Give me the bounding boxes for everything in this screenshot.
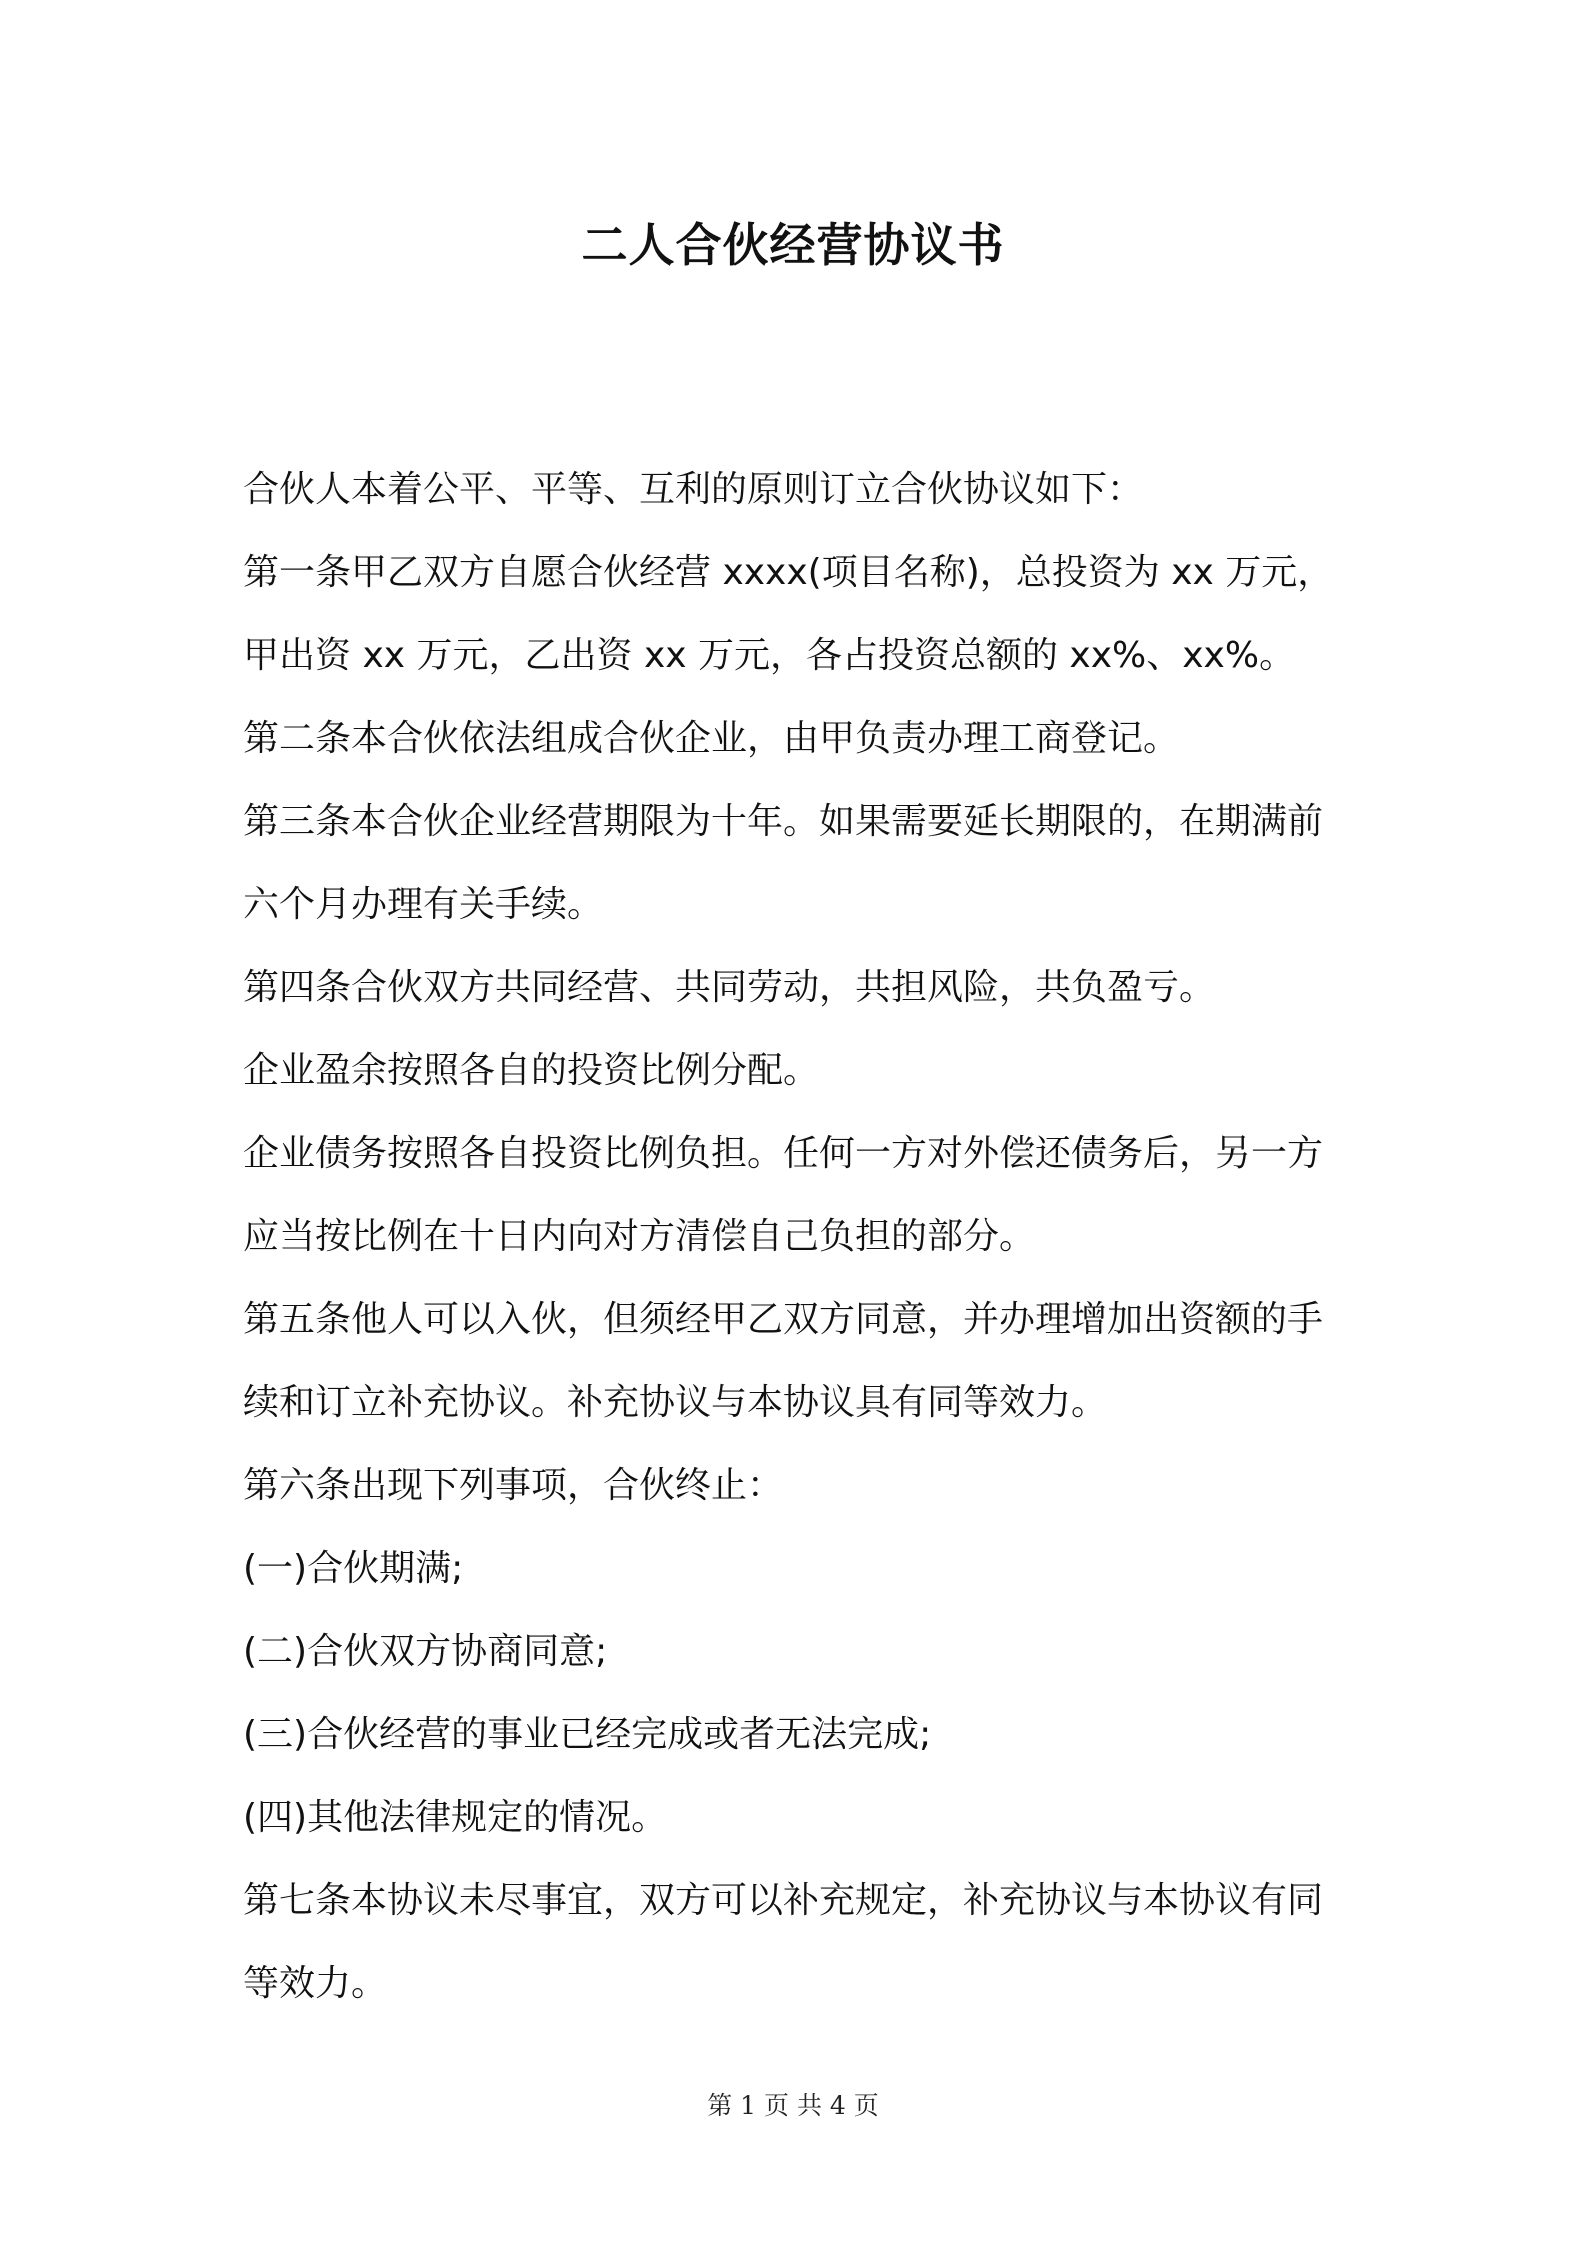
- debt-line-2: 应当按比例在十日内向对方清偿自己负担的部分。: [243, 1216, 1036, 1257]
- profit-line: 企业盈余按照各自的投资比例分配。: [243, 1050, 820, 1091]
- article-3-line-1: 第三条本合伙企业经营期限为十年。如果需要延长期限的，在期满前: [243, 801, 1324, 842]
- article-3-line-2: 六个月办理有关手续。: [243, 884, 604, 925]
- article-5-line-2: 续和订立补充协议。补充协议与本协议具有同等效力。: [243, 1382, 1108, 1423]
- article-7-line-1: 第七条本协议未尽事宜，双方可以补充规定，补充协议与本协议有同: [243, 1880, 1324, 1921]
- document-title: 二人合伙经营协议书: [581, 218, 1005, 272]
- document-body: [243, 448, 1363, 2025]
- article-7-line-2: 等效力。: [243, 1963, 388, 2004]
- article-6-line: 第六条出现下列事项，合伙终止：: [243, 1465, 784, 1506]
- termination-item-4: (四)其他法律规定的情况。: [243, 1797, 668, 1838]
- intro-line: 合伙人本着公平、平等、互利的原则订立合伙协议如下：: [243, 469, 1144, 510]
- article-5-line-1: 第五条他人可以入伙，但须经甲乙双方同意，并办理增加出资额的手: [243, 1299, 1324, 1340]
- termination-item-1: (一)合伙期满;: [243, 1548, 464, 1589]
- article-1-line-2: 甲出资 xx 万元，乙出资 xx 万元，各占投资总额的 xx%、xx%。: [243, 635, 1296, 676]
- article-2-line: 第二条本合伙依法组成合伙企业，由甲负责办理工商登记。: [243, 718, 1180, 759]
- termination-item-3: (三)合伙经营的事业已经完成或者无法完成;: [243, 1714, 932, 1755]
- article-1-line-1: 第一条甲乙双方自愿合伙经营 xxxx(项目名称)，总投资为 xx 万元，: [243, 552, 1334, 593]
- termination-item-2: (二)合伙双方协商同意;: [243, 1631, 608, 1672]
- page-footer: 第 1 页 共 4 页: [707, 2091, 879, 2120]
- article-4-line: 第四条合伙双方共同经营、共同劳动，共担风险，共负盈亏。: [243, 967, 1216, 1008]
- debt-line-1: 企业债务按照各自投资比例负担。任何一方对外偿还债务后，另一方: [243, 1133, 1324, 1174]
